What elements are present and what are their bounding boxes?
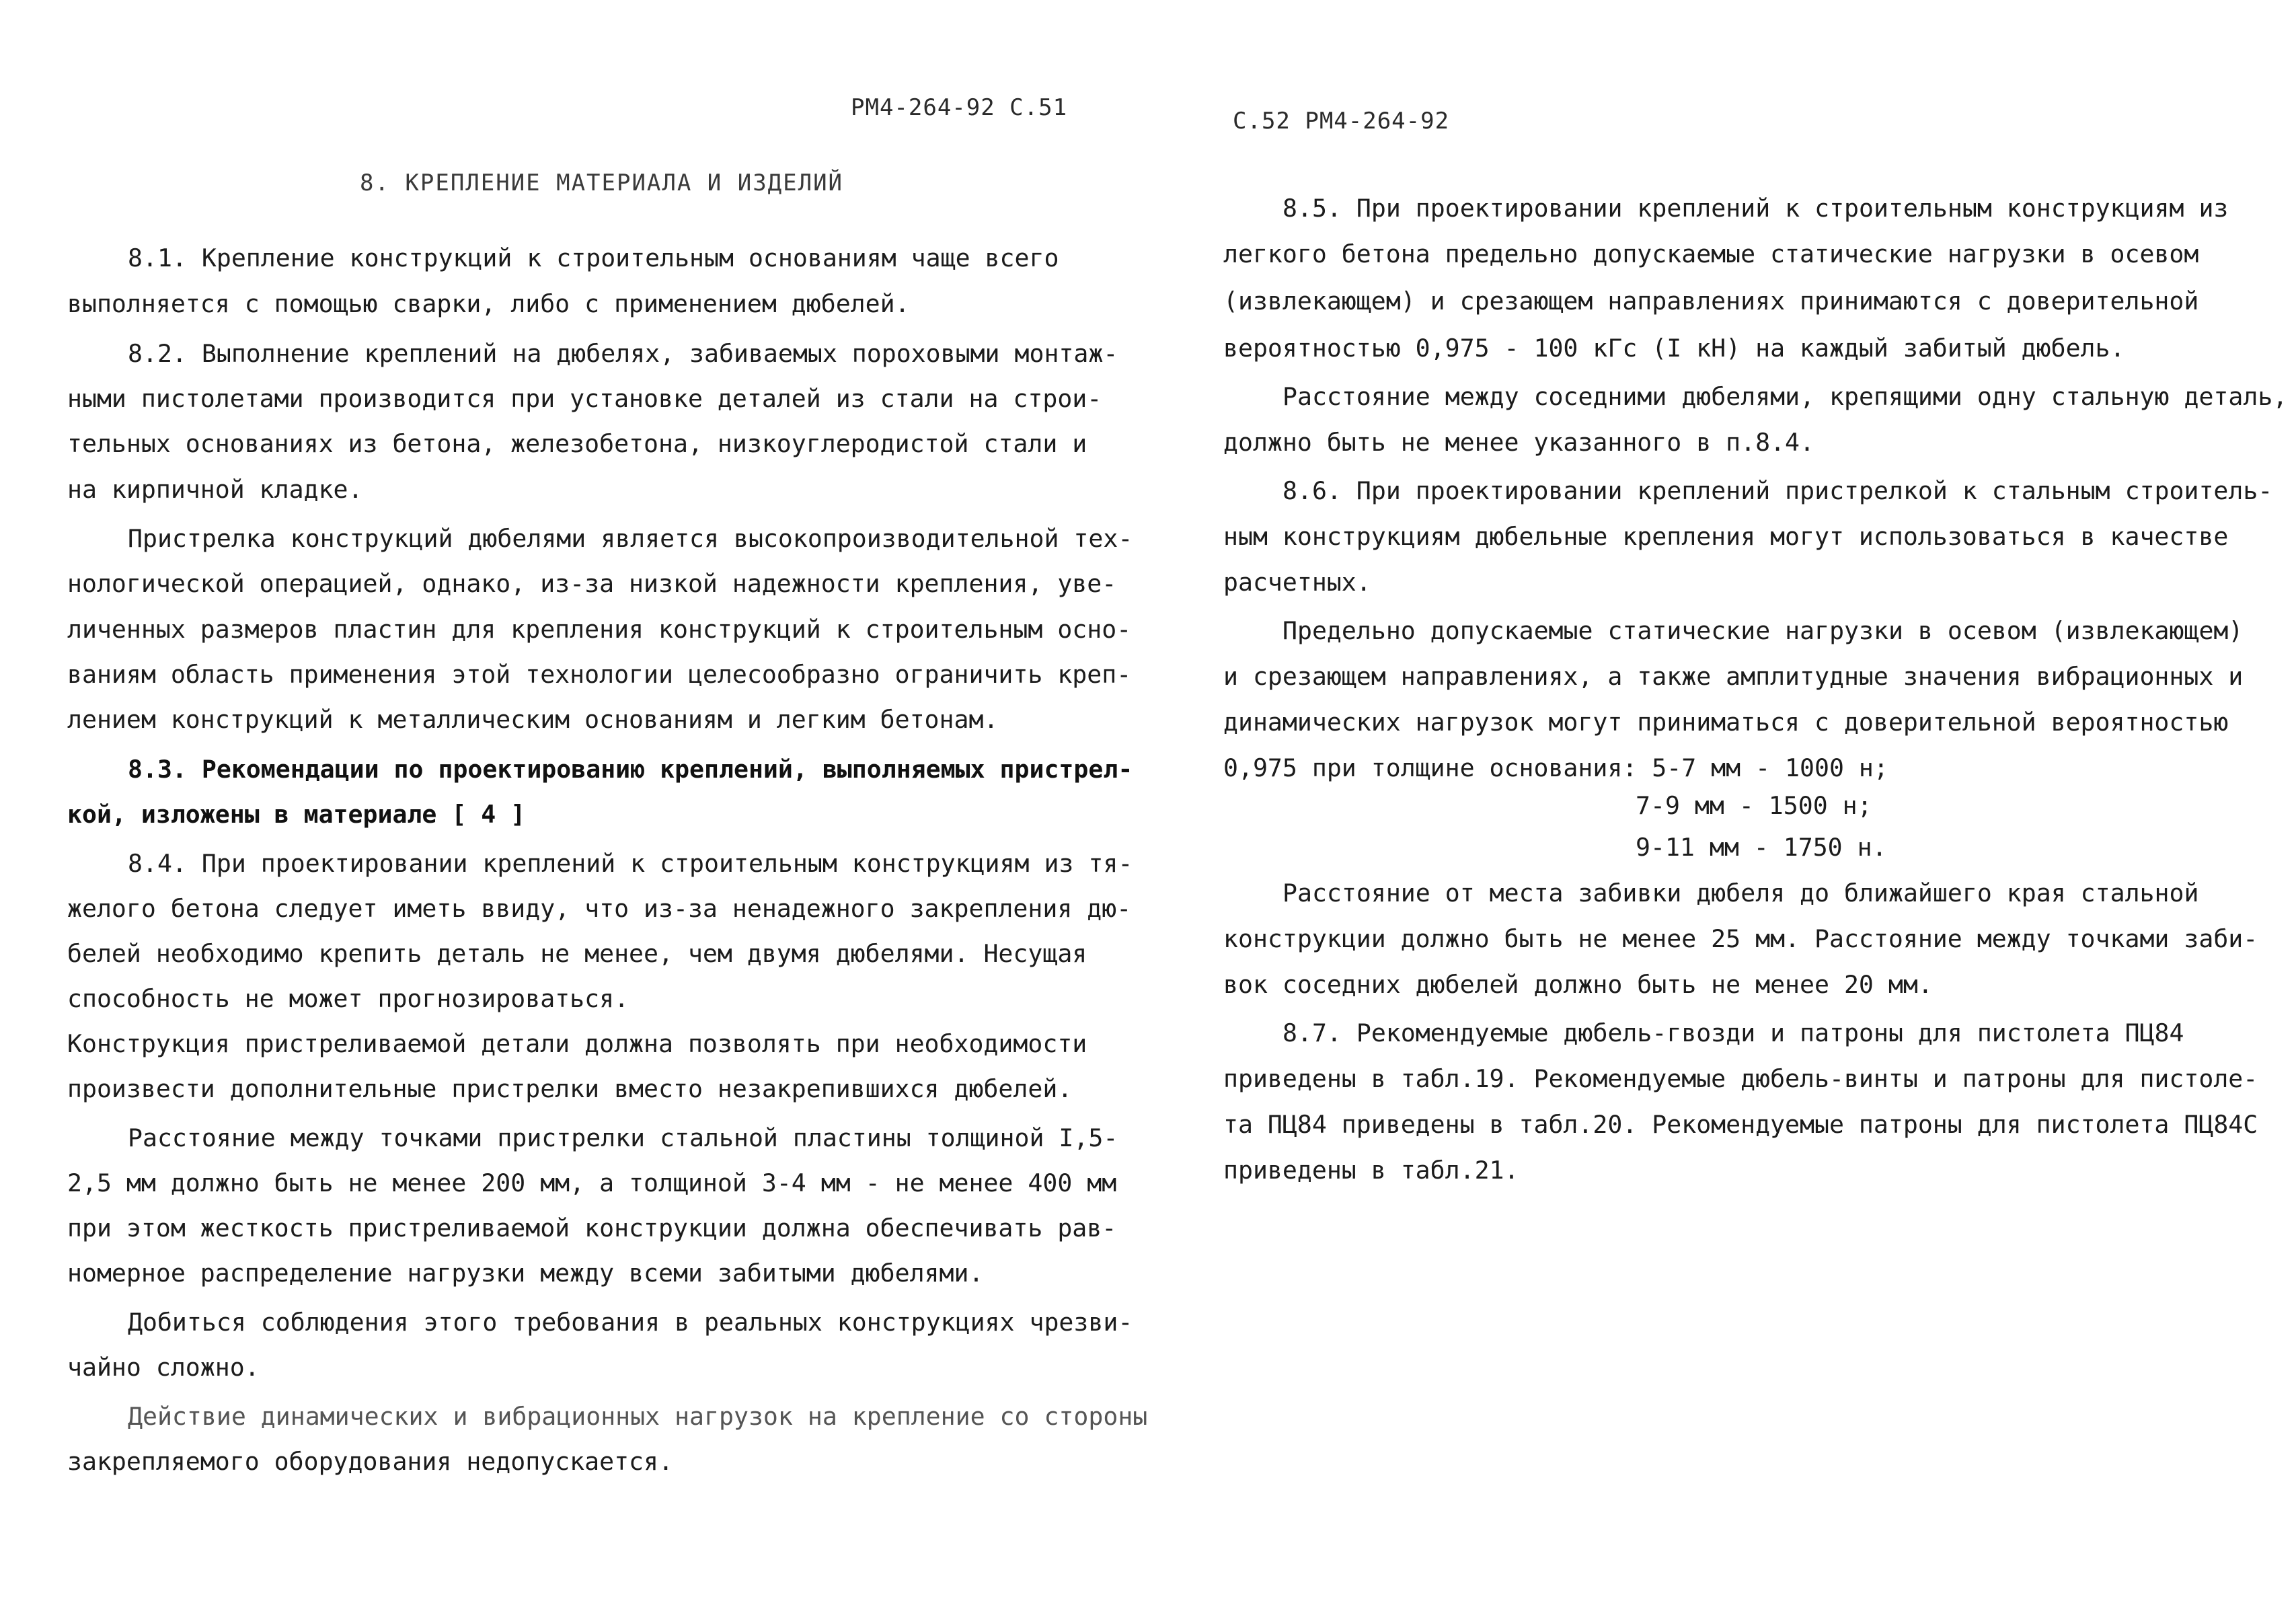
page-header-left: РМ4-264-92 С.51	[851, 94, 1068, 121]
text-line: ными пистолетами производится при установке деталей из стали на строи-	[67, 384, 1102, 413]
text-line: расчетных.	[1223, 568, 1371, 597]
text-line: ваниям область применения этой технологии целесообразно ограничить креп-	[67, 660, 1132, 689]
text-line: желого бетона следует иметь ввиду, что из-за ненадежного закрепления дю-	[67, 894, 1132, 923]
text-line: Расстояние между точками пристрелки стальной пластины толщиной I,5-	[128, 1123, 1118, 1152]
section-heading: 8. КРЕПЛЕНИЕ МАТЕРИАЛА И ИЗДЕЛИЙ	[360, 170, 844, 196]
text-line: динамических нагрузок могут приниматься с доверительной вероятностью	[1223, 708, 2229, 737]
text-line: вероятностью 0,975 - 100 кГс (I кН) на каждый забитый дюбель.	[1223, 334, 2125, 363]
text-line: приведены в табл.19. Рекомендуемые дюбель-винты и патроны для пистоле-	[1223, 1064, 2258, 1093]
right-page	[1148, 0, 2296, 1597]
text-line: и срезающем направлениях, а также амплитудные значения вибрационных и	[1223, 662, 2244, 691]
text-line: та ПЦ84 приведены в табл.20. Рекомендуемые патроны для пистолета ПЦ84С	[1223, 1110, 2258, 1139]
text-line: закрепляемого оборудования недопускается.	[67, 1447, 673, 1476]
text-line: Расстояние между соседними дюбелями, крепящими одну стальную деталь,	[1283, 382, 2288, 411]
text-line: белей необходимо крепить деталь не менее, чем двумя дюбелями. Несущая	[67, 939, 1087, 968]
text-line: лением конструкций к металлическим основаниям и легким бетонам.	[67, 705, 999, 734]
text-line: способность не может прогнозироваться.	[67, 984, 629, 1013]
text-line: 0,975 при толщине основания: 5-7 мм - 1000 н;	[1223, 753, 1888, 782]
text-line: 7-9 мм - 1500 н;	[1636, 791, 1872, 820]
page-header-right: С.52 РМ4-264-92	[1233, 108, 1450, 135]
text-line: (извлекающем) и срезающем направлениях принимаются с доверительной	[1223, 287, 2199, 315]
text-line: Конструкция пристреливаемой детали должна позволять при необходимости	[67, 1029, 1087, 1058]
text-line: должно быть не менее указанного в п.8.4.	[1223, 428, 1814, 457]
text-line: Добиться соблюдения этого требования в реальных конструкциях чрезви-	[128, 1308, 1133, 1337]
text-line: легкого бетона предельно допускаемые статические нагрузки в осевом	[1223, 239, 2199, 268]
text-line: при этом жесткость пристреливаемой конструкции должна обеспечивать рав-	[67, 1214, 1117, 1242]
text-line: 2,5 мм должно быть не менее 200 мм, а толщиной 3-4 мм - не менее 400 мм	[67, 1168, 1117, 1197]
text-line: на кирпичной кладке.	[67, 475, 363, 504]
text-line: вок соседних дюбелей должно быть не менее 20 мм.	[1223, 970, 1933, 999]
text-line: 8.3. Рекомендации по проектированию креплений, выполняемых пристрел-	[128, 755, 1133, 784]
text-line: тельных основаниях из бетона, железобетона, низкоуглеродистой стали и	[67, 429, 1087, 458]
text-line: ным конструкциям дюбельные крепления могут использоваться в качестве	[1223, 522, 2229, 551]
text-line: Действие динамических и вибрационных нагрузок на крепление со стороны	[128, 1402, 1148, 1431]
text-line: Пристрелка конструкций дюбелями является высокопроизводительной тех-	[128, 524, 1133, 553]
text-line: Расстояние от места забивки дюбеля до ближайшего края стальной	[1283, 879, 2199, 907]
text-line: нологической операцией, однако, из-за низкой надежности крепления, уве-	[67, 569, 1117, 598]
text-line: номерное распределение нагрузки между всеми забитыми дюбелями.	[67, 1259, 984, 1288]
text-line: 8.1. Крепление конструкций к строительным основаниям чаще всего	[128, 244, 1059, 272]
text-line: 9-11 мм - 1750 н.	[1636, 833, 1887, 862]
text-line: произвести дополнительные пристрелки вместо незакрепившихся дюбелей.	[67, 1074, 1073, 1103]
text-line: личенных размеров пластин для крепления конструкций к строительным осно-	[67, 615, 1132, 644]
text-line: конструкции должно быть не менее 25 мм. Расстояние между точками заби-	[1223, 924, 2258, 953]
text-line: 8.4. При проектировании креплений к строительным конструкциям из тя-	[128, 849, 1133, 878]
text-line: 8.5. При проектировании креплений к строительным конструкциям из	[1283, 194, 2229, 223]
text-line: чайно сложно.	[67, 1353, 260, 1382]
text-line: 8.7. Рекомендуемые дюбель-гвозди и патроны для пистолета ПЦ84	[1283, 1018, 2184, 1047]
text-line: 8.6. При проектировании креплений пристрелкой к стальным строитель-	[1283, 476, 2273, 505]
text-line: Предельно допускаемые статические нагрузки в осевом (извлекающем)	[1283, 616, 2244, 645]
text-line: 8.2. Выполнение креплений на дюбелях, забиваемых пороховыми монтаж-	[128, 339, 1118, 368]
text-line: выполняется с помощью сварки, либо с применением дюбелей.	[67, 289, 910, 318]
text-line: кой, изложены в материале [ 4 ]	[67, 800, 526, 829]
text-line: приведены в табл.21.	[1223, 1156, 1519, 1185]
